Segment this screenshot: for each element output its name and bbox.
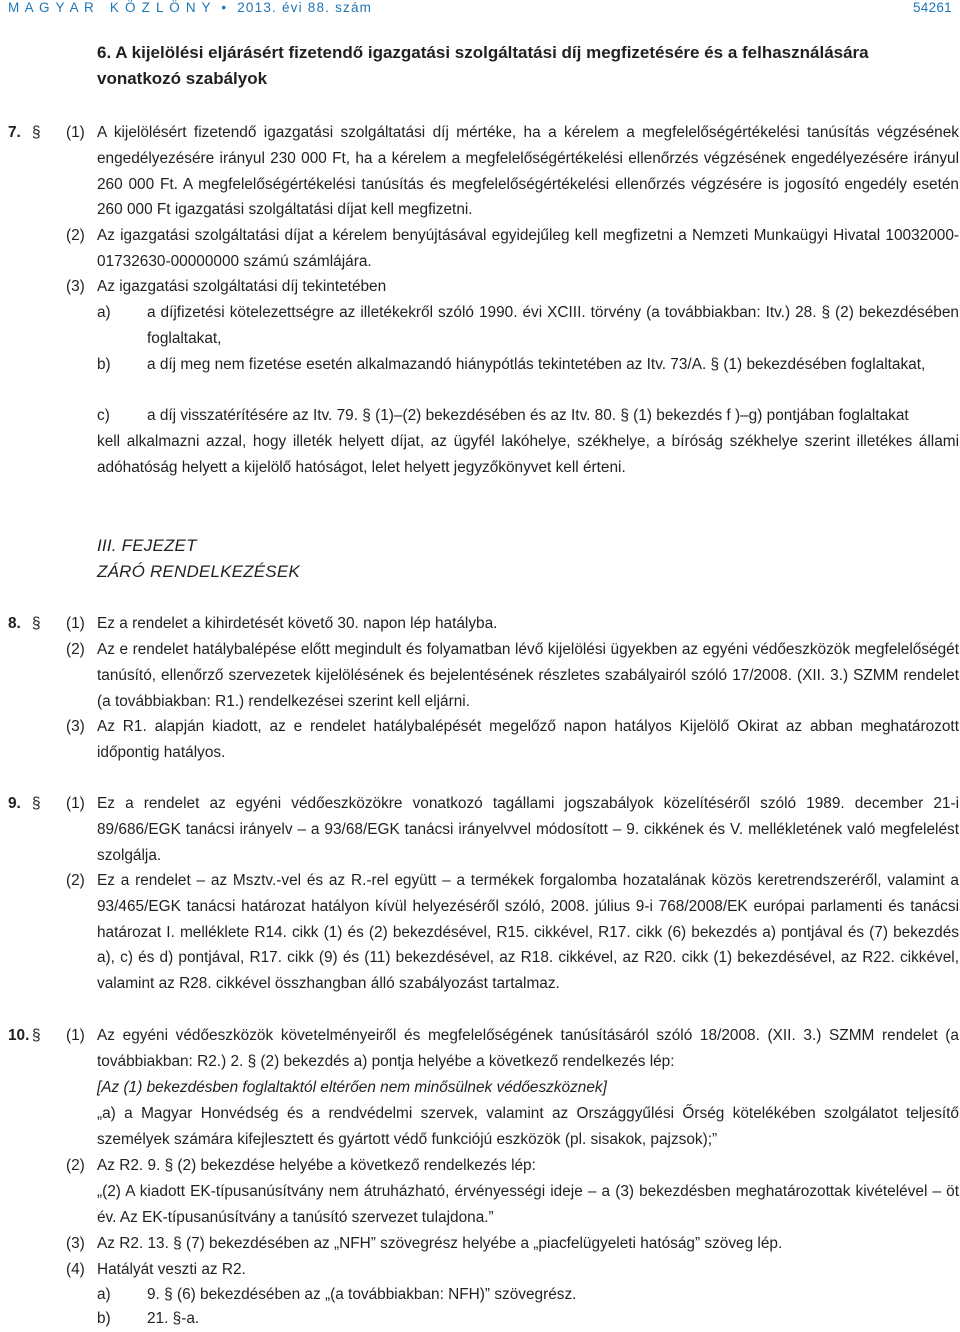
subsection-text: Ez a rendelet a kihirdetését követő 30. napon lép hatályba. xyxy=(97,615,498,632)
paragraph-number: 10. xyxy=(8,1027,30,1044)
subsection-text: Az R2. 9. § (2) bekezdése helyébe a következő rendelkezés lép: xyxy=(97,1157,536,1174)
subsection-text: A kijelölésért fizetendő igazgatási szolgáltatási díj mértéke, ha a kérelem a megfelelőségértékelési tanúsítás végzésének engedélyezésére irányul 230 000 Ft, ha a kérelem a megfelelőségértékelési ellenőrzés végzésének engedélyezésére irányul 260 000 Ft. A megfelelőségértékelési tanúsítás és megfelelőségértékelési ellenőrzés végzésére is jogosító engedély esetén 260 000 Ft igazgatási szolgáltatási díjat kell megfizetni. xyxy=(97,124,959,219)
section-sign: § xyxy=(32,1027,41,1044)
subsection-text: Hatályát veszti az R2. xyxy=(97,1261,246,1278)
closing-text: kell alkalmazni azzal, hogy illeték helyett díjat, az ügyfél lakóhelye, székhelye, a bíróság székhelye szerint illetékes állami adóhatóság helyett a kijelölő hatóságot, lelet helyett jegyzőkönyvet kell érteni. xyxy=(97,433,959,476)
subsection-text: Az R2. 13. § (7) bekezdésében az „NFH” szövegrész helyébe a „piacfelügyeleti hatóság” szöveg lép. xyxy=(97,1235,783,1252)
subsection-text: Ez a rendelet – az Msztv.-vel és az R.-rel együtt – a termékek forgalomba hozatalának közös keretrendszeréről, valamint a 93/465/EGK tanácsi határozat hatályon kívül helyezéséről szóló, 2008. július 9-i 768/2008/EK európai parlamenti és tanácsi határozat I. melléklete R14. cikk (1) és (2) bekezdésével, R15. cikkével, R17. cikk (6) bekezdés a) pontjával és (7) bekezdés a), c) és d) pontjával, R17. cikk (9) és (11) bekezdésével, az R18. cikkével, az R20. cikk (1) bekezdésével, az R22. cikkével, valamint az R28. cikkével összhangban álló szabályozást tartalmaz. xyxy=(97,872,959,993)
point-text: 9. § (6) bekezdésében az „(a továbbiakban: NFH)” szövegrész. xyxy=(147,1286,577,1303)
subsection-number: (2) xyxy=(66,1157,85,1174)
paragraph-number: 8. xyxy=(8,615,21,632)
subsection-text: Az e rendelet hatálybalépése előtt megindult és folyamatban lévő kijelölési ügyekben az egyéni védőeszközök megfelelőségét tanúsító, ellenőrző szervezetek kijelölésének és bejelentésének részletes szabályairól szóló 17/2008. (XII. 3.) SZMM rendelet (a továbbiakban: R1.) rendelkezései szerint kell eljárni. xyxy=(97,641,959,710)
subsection-number: (1) xyxy=(66,124,85,141)
point-text: a díjfizetési kötelezettségre az illetékekről szóló 1990. évi XCIII. törvény (a továbbiakban: Itv.) 28. § (2) bekezdésében foglaltakat, xyxy=(147,304,959,347)
subsection-number: (1) xyxy=(66,795,85,812)
subsection-text: Ez a rendelet az egyéni védőeszközökre vonatkozó tagállami jogszabályok közelítéséről szóló 1989. december 21-i 89/686/EGK tanácsi irányelv – a 93/68/EGK tanácsi irányelvvel módosított – 9. cikkének és V. mellékletének való megfelelést szolgálja. xyxy=(97,795,959,864)
subsection-text: Az R1. alapján kiadott, az e rendelet hatálybalépését megelőző napon hatályos Kijelölő Okirat az abban meghatározott időpontig hatályos. xyxy=(97,718,959,761)
subsection-number: (3) xyxy=(66,718,85,735)
paragraph-number: 9. xyxy=(8,795,21,812)
subsection-text: Az igazgatási szolgáltatási díjat a kérelem benyújtásával egyidejűleg kell megfizetni a Nemzeti Munkaügyi Hivatal 10032000-01732630-00000000 számú számlájára. xyxy=(97,227,959,270)
chapter-title: ZÁRÓ RENDELKEZÉSEK xyxy=(97,562,300,581)
bracket-context: [Az (1) bekezdésben foglaltaktól eltérően nem minősülnek védőeszköznek] xyxy=(97,1079,607,1096)
chapter-number: III. FEJEZET xyxy=(97,536,197,555)
point-text: a díj meg nem fizetése esetén alkalmazandó hiánypótlás tekintetében az Itv. 73/A. § (1) bekezdésében foglaltakat, xyxy=(147,356,926,373)
paragraph-number: 7. xyxy=(8,124,21,141)
section-sign: § xyxy=(32,795,41,812)
subsection-number: (2) xyxy=(66,872,85,889)
subsection-number: (2) xyxy=(66,641,85,658)
section-sign: § xyxy=(32,124,41,141)
point-label: a) xyxy=(97,304,111,321)
quoted-amendment: „(2) A kiadott EK-típusanúsítvány nem átruházható, érvényességi ideje – a (3) bekezdésben meghatározottak kivételével – öt év. Az EK-típusanúsítvány a tanúsító szervezet tulajdona.” xyxy=(97,1183,959,1226)
point-text: a díj visszatérítésére az Itv. 79. § (1)–(2) bekezdésében és az Itv. 80. § (1) bekezdés f )–g) pontjában foglaltakat xyxy=(147,407,909,424)
subsection-number: (1) xyxy=(66,1027,85,1044)
section-sign: § xyxy=(32,615,41,632)
subsection-number: (3) xyxy=(66,278,85,295)
running-header xyxy=(0,0,960,18)
quoted-amendment: „a) a Magyar Honvédség és a rendvédelmi szervek, valamint az Országgyűlési Őrség kötelékében szolgálatot teljesítő személyek számára kifejlesztett és gyártott védő funkciójú eszközök (pl. sisakok, pajzsok);” xyxy=(97,1105,959,1148)
subsection-number: (3) xyxy=(66,1235,85,1252)
subsection-number: (2) xyxy=(66,227,85,244)
publication-title: M A G Y A R K Ö Z L Ö N Y • 2013. évi 88. szám xyxy=(8,0,373,15)
point-label: b) xyxy=(97,1310,111,1327)
point-label: a) xyxy=(97,1286,111,1303)
point-text: 21. §-a. xyxy=(147,1310,200,1327)
subsection-text: Az igazgatási szolgáltatási díj tekintetében xyxy=(97,278,387,295)
page-number: 54261 xyxy=(912,0,952,15)
point-label: b) xyxy=(97,356,111,373)
point-label: c) xyxy=(97,407,110,424)
subsection-text: Az egyéni védőeszközök követelményeiről és megfelelőségének tanúsításáról szóló 18/2008. (XII. 3.) SZMM rendelet (a továbbiakban: R2.) 2. § (2) bekezdés a) pontja helyébe a következő rendelkezés lép: xyxy=(97,1027,959,1070)
subsection-number: (1) xyxy=(66,615,85,632)
section-title: 6. A kijelölési eljárásért fizetendő igazgatási szolgáltatási díj megfizetésére és a felhasználására vonatkozó szabályok xyxy=(97,43,869,88)
subsection-number: (4) xyxy=(66,1261,85,1278)
